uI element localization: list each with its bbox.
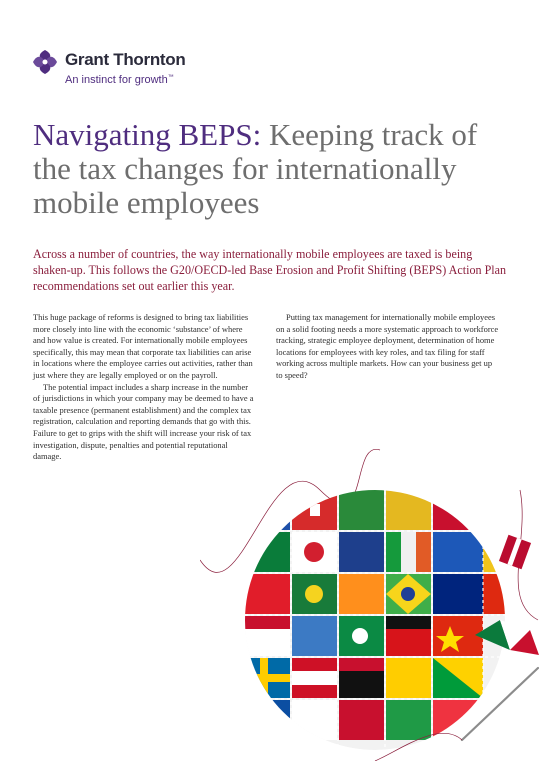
body-column-right — [276, 312, 500, 382]
flag-globe-illustration — [200, 420, 539, 761]
brand-tagline-mark: ™ — [167, 74, 174, 81]
title-rest: Keeping track of the tax changes for internationally mobile employees — [33, 117, 478, 220]
body-paragraph: Putting tax management for internationally mobile employees on a solid footing needs a more systematic approach to workforce tracking, strategic employee deployment, determination of home locations for employees with key roles, and tax filing for staff working across multiple markets. How can your business get up to speed? — [276, 312, 499, 380]
brand-tagline — [65, 74, 174, 86]
brand-tagline-text: An instinct for growth — [65, 74, 168, 86]
globe-flags — [245, 480, 513, 750]
grant-thornton-logo — [31, 44, 211, 94]
grant-thornton-logo-icon — [31, 48, 59, 76]
body-paragraph: This huge package of reforms is designed to bring tax liabilities more closely into line with the economic ‘substance’ of where and how value is created. For internationally mobile employees specifically, this may mean that corporate tax liabilities can arise in locations where the employee carries out activities, rather than just where they are legally employed or on the payroll. — [33, 312, 253, 380]
page-title — [33, 118, 513, 220]
body-paragraph: The potential impact includes a sharp increase in the number of jurisdictions in which your company may be deemed to have a taxable presence (permanent establishment) and the complex tax registration, calculation and reporting demands that go with this. Failure to get to grips with the shift will increase your risk of tax investigation, dispute, penalties and potential reputational damage. — [33, 381, 254, 462]
lead-paragraph: Across a number of countries, the way internationally mobile employees are taxed is being shaken-up. This follows the G20/OECD-led Base Erosion and Profit Shifting (BEPS) Action Plan recommendations set out earlier this year. — [33, 247, 507, 293]
brand-name: Grant Thornton — [65, 50, 186, 69]
title-highlight: Navigating BEPS: — [33, 117, 262, 152]
